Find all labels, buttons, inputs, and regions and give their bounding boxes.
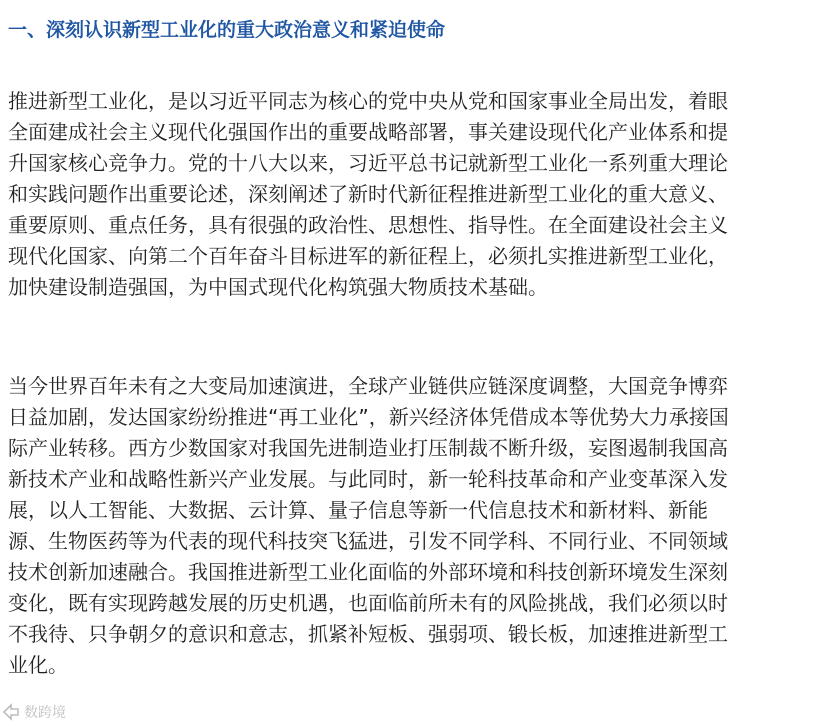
text-line: 业化。	[8, 653, 68, 677]
text-line: 升国家核心竞争力。党的十八大以来，习近平总书记就新型工业化一系列重大理论	[8, 151, 728, 175]
text-line: 推进新型工业化，是以习近平同志为核心的党中央从党和国家事业全局出发，着眼	[8, 89, 728, 113]
text-line: 加快建设制造强国，为中国式现代化构筑强大物质技术基础。	[8, 275, 548, 299]
logo-icon	[2, 703, 22, 721]
text-line: 和实践问题作出重要论述，深刻阐述了新时代新征程推进新型工业化的重大意义、	[8, 182, 728, 206]
text-line: 全面建成社会主义现代化强国作出的重要战略部署，事关建设现代化产业体系和提	[8, 120, 728, 144]
text-line: 不我待、只争朝夕的意识和意志，抓紧补短板、强弱项、锻长板，加速推进新型工	[8, 622, 728, 646]
text-line: 源、生物医药等为代表的现代科技突飞猛进，引发不同学科、不同行业、不同领域	[8, 529, 728, 553]
text-line: 展，以人工智能、大数据、云计算、量子信息等新一代信息技术和新材料、新能	[8, 498, 708, 522]
paragraph-2	[8, 371, 808, 681]
text-line: 新技术产业和战略性新兴产业发展。与此同时，新一轮科技革命和产业变革深入发	[8, 467, 728, 491]
text-line: 现代化国家、向第二个百年奋斗目标进军的新征程上，必须扎实推进新型工业化，	[8, 244, 728, 268]
text-line: 技术创新加速融合。我国推进新型工业化面临的外部环境和科技创新环境发生深刻	[8, 560, 728, 584]
text-line: 变化，既有实现跨越发展的历史机遇，也面临前所未有的风险挑战，我们必须以时	[8, 591, 728, 615]
text-line: 重要原则、重点任务，具有很强的政治性、思想性、指导性。在全面建设社会主义	[8, 213, 728, 237]
paragraph-1	[8, 86, 808, 303]
watermark-text: 数跨境	[24, 705, 66, 721]
text-line: 日益加剧，发达国家纷纷推进“再工业化”，新兴经济体凭借成本等优势大力承接国	[8, 405, 729, 429]
watermark	[2, 699, 66, 725]
text-line: 当今世界百年未有之大变局加速演进，全球产业链供应链深度调整，大国竞争博弈	[8, 374, 728, 398]
text-line: 际产业转移。西方少数国家对我国先进制造业打压制裁不断升级，妄图遏制我国高	[8, 436, 728, 460]
section-heading: 一、深刻认识新型工业化的重大政治意义和紧迫使命	[8, 19, 446, 41]
